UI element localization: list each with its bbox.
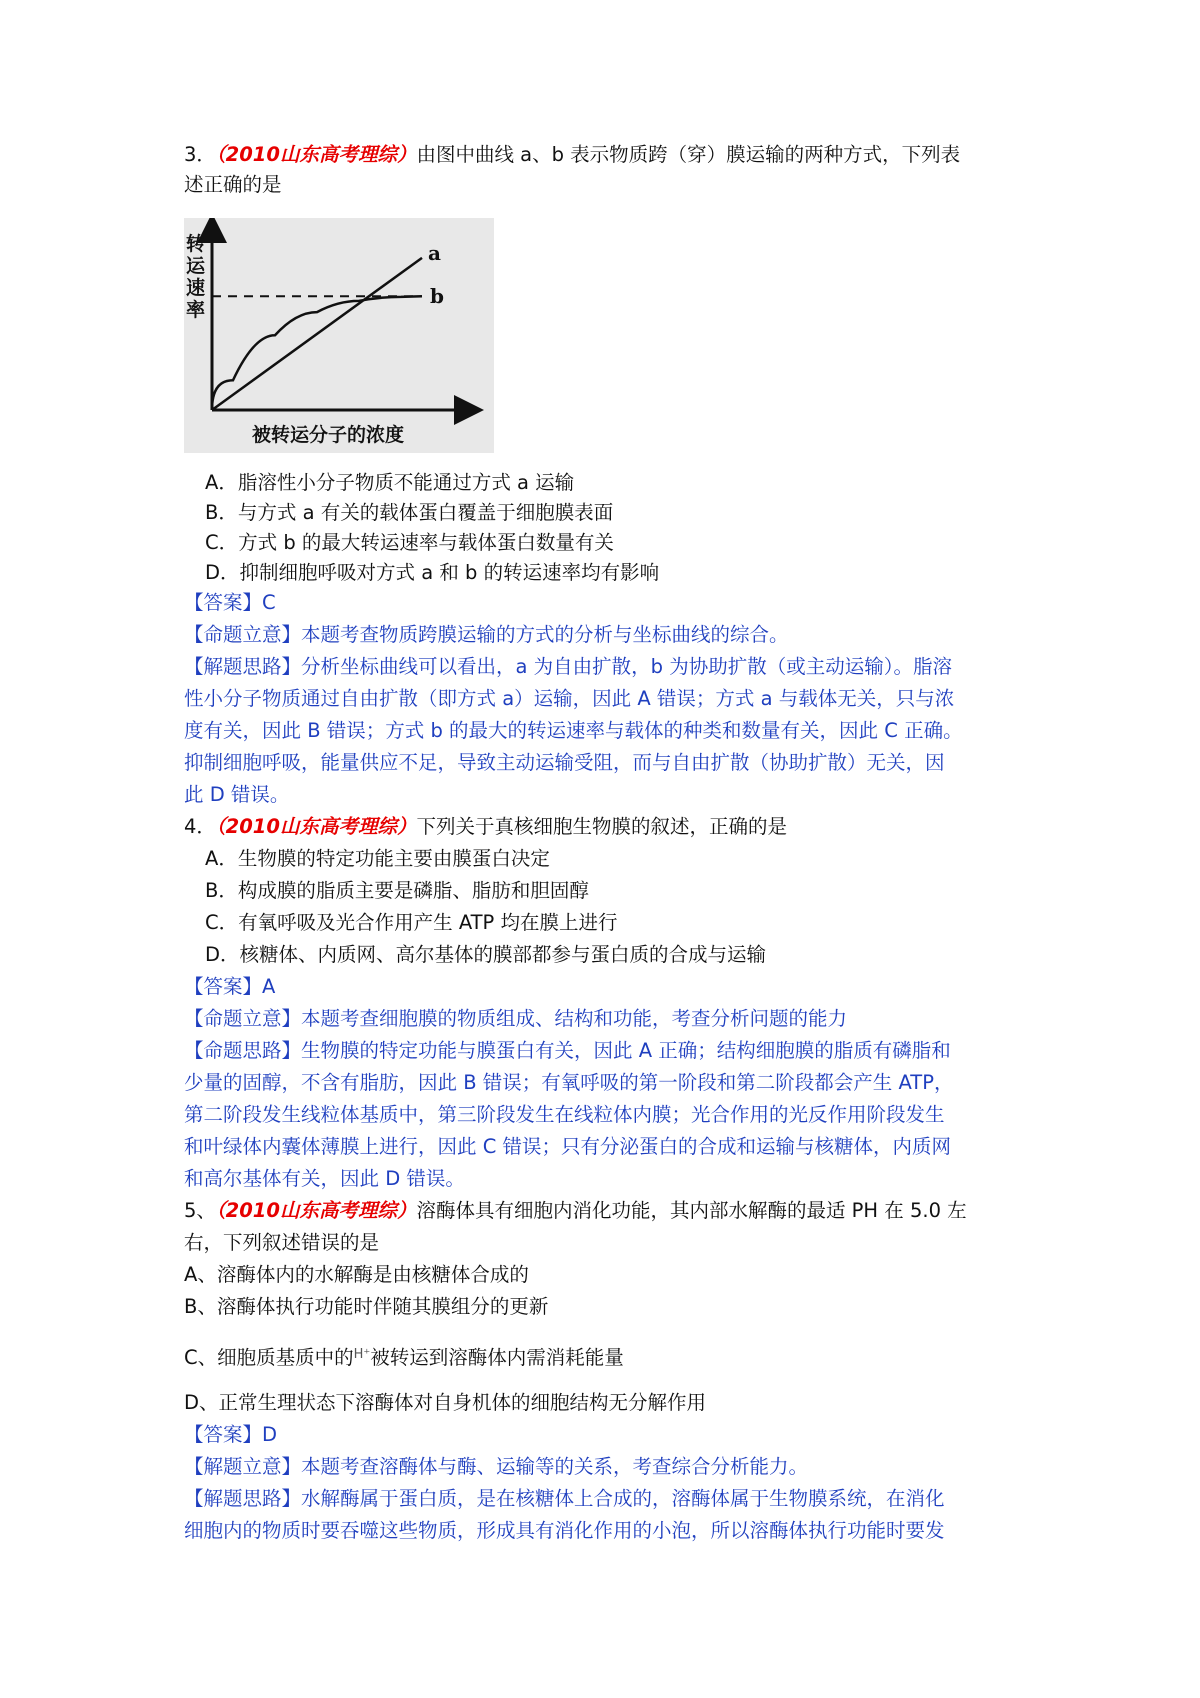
q4-analysis-line3: 第二阶段发生线粒体基质中，第三阶段发生在线粒体内膜；光合作用的光反作用阶段发生 [184, 1103, 945, 1126]
q4-analysis-line2: 少量的固醇，不含有脂肪，因此 B 错误；有氧呼吸的第一阶段和第二阶段都会产生 ATP， [184, 1071, 954, 1094]
q4-stem [184, 812, 787, 842]
q3-answer: 【答案】C [184, 591, 276, 614]
q4-option-d: D．核糖体、内质网、高尔基体的膜部都参与蛋白质的合成与运输 [205, 943, 767, 966]
x-axis-label: 被转运分子的浓度 [252, 424, 405, 446]
q3-stem-line1 [184, 140, 960, 170]
curve-a-label: a [428, 240, 441, 265]
q5-number: 5、 [184, 1199, 216, 1222]
q5-option-c-pre: C、细胞质基质中的 [184, 1346, 354, 1369]
curve-b-label: b [430, 284, 444, 309]
q5-option-c-post: 被转运到溶酶体内需消耗能量 [370, 1346, 624, 1369]
q5-source: （2010山东高考理综） [215, 1199, 417, 1222]
q3-intent: 【命题立意】本题考查物质跨膜运输的方式的分析与坐标曲线的综合。 [184, 623, 789, 646]
q3-option-c: C．方式 b 的最大转运速率与载体蛋白数量有关 [205, 531, 614, 554]
q5-intent: 【解题立意】本题考查溶酶体与酶、运输等的关系，考查综合分析能力。 [184, 1455, 809, 1478]
q5-analysis-line1: 【解题思路】水解酶属于蛋白质，是在核糖体上合成的，溶酶体属于生物膜系统，在消化 [184, 1487, 945, 1510]
q4-option-b: B．构成膜的脂质主要是磷脂、脂肪和胆固醇 [205, 879, 589, 902]
q4-number: 4． [184, 815, 216, 838]
q3-analysis-line1: 【解题思路】分析坐标曲线可以看出，a 为自由扩散，b 为协助扩散（或主动运输）。脂溶 [184, 655, 952, 678]
q3-analysis-line5: 此 D 错误。 [184, 783, 290, 806]
q3-analysis-line4: 抑制细胞呼吸，能量供应不足，导致主动运输受阻，而与自由扩散（协助扩散）无关，因 [184, 751, 945, 774]
q3-stem-text1: 由图中曲线 a、b 表示物质跨（穿）膜运输的两种方式，下列表 [416, 143, 961, 166]
q4-analysis-line5: 和高尔基体有关，因此 D 错误。 [184, 1167, 465, 1190]
q3-stem-line2: 述正确的是 [184, 173, 282, 196]
q3-analysis-line3: 度有关，因此 B 错误；方式 b 的最大的转运速率与载体的种类和数量有关，因此 C 正确。 [184, 719, 963, 742]
q5-analysis-line2: 细胞内的物质时要吞噬这些物质，形成具有消化作用的小泡，所以溶酶体执行功能时要发 [184, 1519, 945, 1542]
q3-analysis-line2: 性小分子物质通过自由扩散（即方式 a）运输，因此 A 错误；方式 a 与载体无关，只与浓 [184, 687, 955, 710]
q4-source: （2010山东高考理综） [215, 815, 417, 838]
q4-intent: 【命题立意】本题考查细胞膜的物质组成、结构和功能，考查分析问题的能力 [184, 1007, 848, 1030]
q3-option-d: D．抑制细胞呼吸对方式 a 和 b 的转运速率均有影响 [205, 561, 660, 584]
transport-rate-chart [184, 218, 494, 453]
q5-stem-line1 [184, 1196, 967, 1226]
q4-analysis-line1: 【命题思路】生物膜的特定功能与膜蛋白有关，因此 A 正确；结构细胞膜的脂质有磷脂和 [184, 1039, 951, 1062]
q4-stem-text: 下列关于真核细胞生物膜的叙述，正确的是 [416, 815, 787, 838]
q3-number: 3． [184, 143, 216, 166]
curve-b-line [212, 296, 422, 410]
chart-svg [184, 218, 494, 453]
q4-answer: 【答案】A [184, 975, 276, 998]
q3-option-b: B．与方式 a 有关的载体蛋白覆盖于细胞膜表面 [205, 501, 614, 524]
q3-option-a: A．脂溶性小分子物质不能通过方式 a 运输 [205, 471, 575, 494]
q5-option-b: B、溶酶体执行功能时伴随其膜组分的更新 [184, 1295, 549, 1318]
q5-option-c [184, 1340, 624, 1373]
q4-analysis-line4: 和叶绿体内囊体薄膜上进行，因此 C 错误；只有分泌蛋白的合成和运输与核糖体，内质网 [184, 1135, 952, 1158]
q5-option-a: A、溶酶体内的水解酶是由核糖体合成的 [184, 1263, 529, 1286]
q5-stem-text1: 溶酶体具有细胞内消化功能，其内部水解酶的最适 PH 在 5.0 左 [416, 1199, 967, 1222]
y-axis-label: 转运速率 [186, 233, 206, 321]
curve-a-line [212, 258, 422, 410]
q3-source: （2010山东高考理综） [215, 143, 417, 166]
h-plus-symbol: H⁺ [353, 1347, 371, 1362]
q4-option-a: A．生物膜的特定功能主要由膜蛋白决定 [205, 847, 550, 870]
q4-option-c: C．有氧呼吸及光合作用产生 ATP 均在膜上进行 [205, 911, 618, 934]
q5-option-d: D、正常生理状态下溶酶体对自身机体的细胞结构无分解作用 [184, 1391, 707, 1414]
q5-stem-line2: 右，下列叙述错误的是 [184, 1231, 380, 1254]
q5-answer: 【答案】D [184, 1423, 278, 1446]
